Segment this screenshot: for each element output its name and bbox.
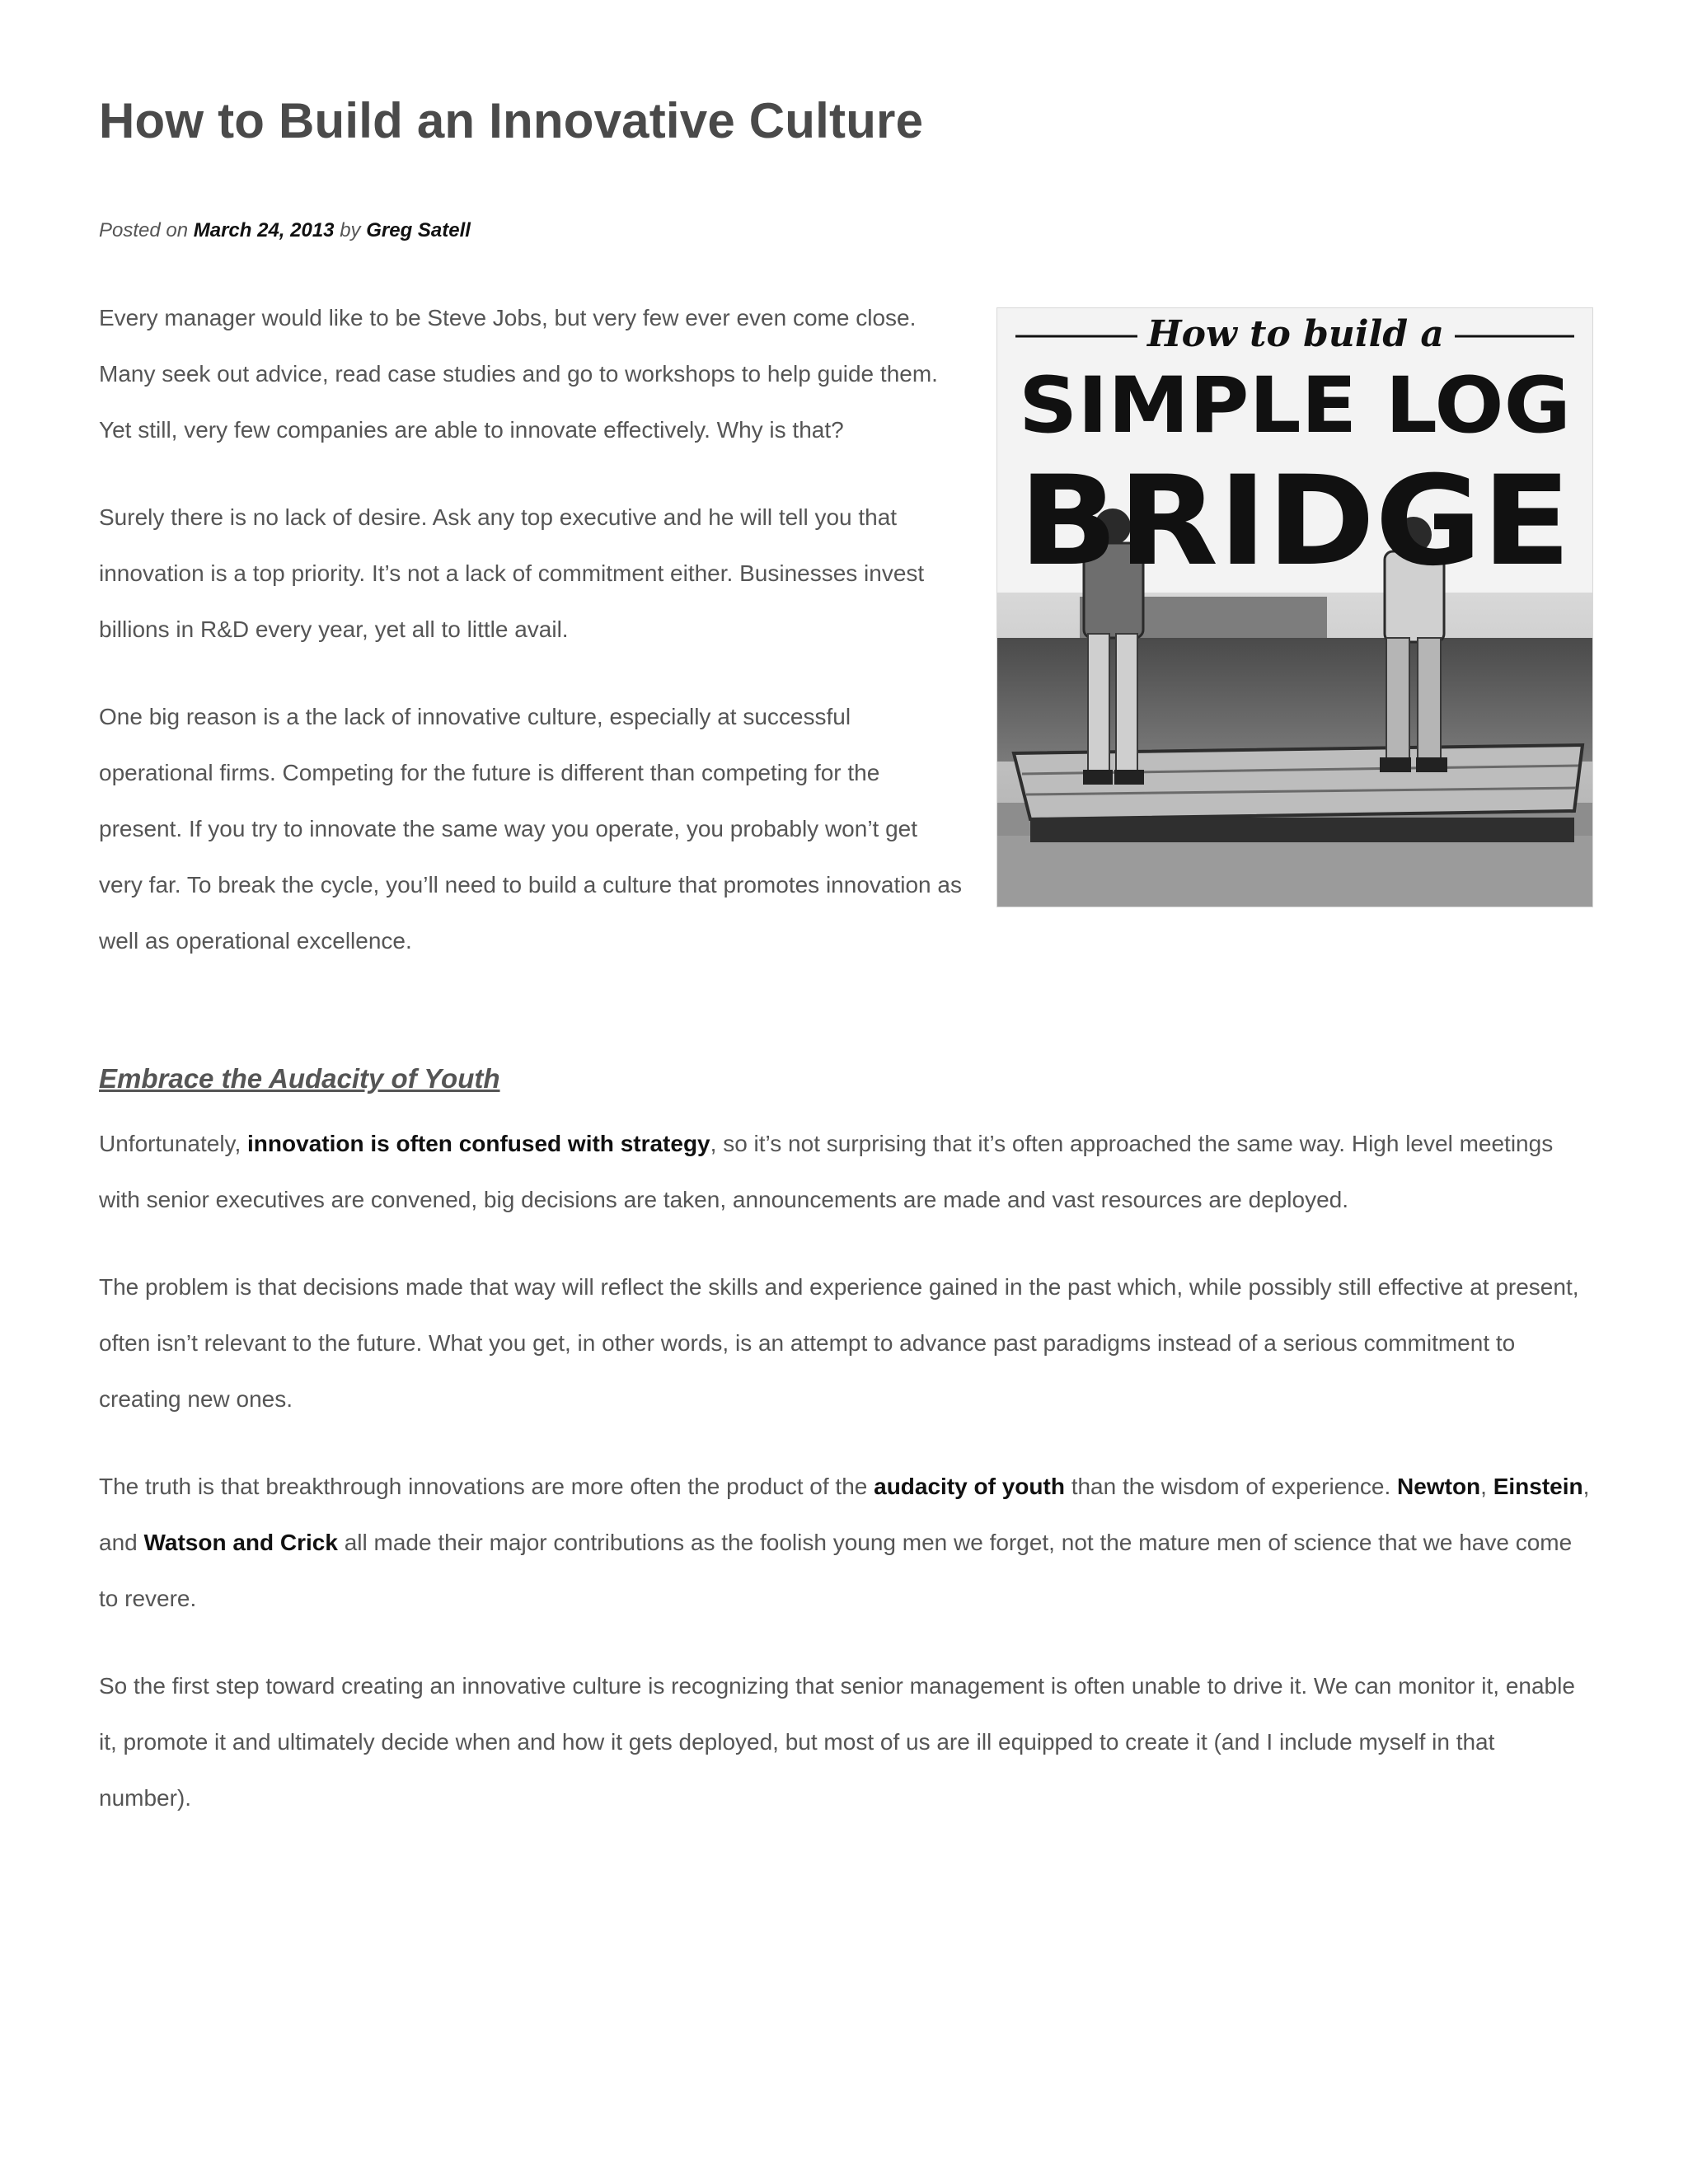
post-date-link[interactable]: March 24, 2013 bbox=[193, 219, 335, 241]
byline-prefix: Posted on bbox=[99, 219, 194, 241]
byline-by: by bbox=[334, 219, 367, 241]
einstein-link[interactable]: Einstein bbox=[1493, 1474, 1583, 1499]
log-bridge-image bbox=[997, 308, 1592, 907]
body-paragraph: The truth is that breakthrough innovations are more often the product of the audacity of youth than the wisdom of experience. Newton, Einstein, and Watson and Crick all made their major contributions as the foolish young men we forget, not the mature men of science that we have come to revere. bbox=[99, 1474, 1590, 1611]
image-caption-line3: BRIDGE bbox=[1019, 450, 1571, 593]
intro-text bbox=[99, 290, 964, 1001]
audacity-of-youth-link[interactable]: audacity of youth bbox=[874, 1474, 1065, 1499]
section-heading[interactable]: Embrace the Audacity of Youth bbox=[99, 1063, 500, 1094]
intro-paragraph: Every manager would like to be Steve Jobs, but very few ever even come close. Many seek out advice, read case studies and go to workshops to help guide them. Yet still, very few companies are able to innovate effectively. Why is that? bbox=[99, 305, 938, 443]
image-caption-line2: SIMPLE LOG bbox=[1019, 361, 1571, 451]
post-byline bbox=[99, 219, 471, 242]
newton-link[interactable]: Newton bbox=[1397, 1474, 1481, 1499]
intro-paragraph: Surely there is no lack of desire. Ask any top executive and he will tell you that innovation is a top priority. It’s not a lack of commitment either. Businesses invest billions in R&D every year, yet all to little avail. bbox=[99, 504, 925, 642]
intro-paragraph: One big reason is a the lack of innovative culture, especially at successful operational firms. Competing for the future is different than competing for the present. If you try to innovate the same way you operate, you probably won’t get very far. To break the cycle, you’ll need to build a culture that promotes innovation as well as operational excellence. bbox=[99, 704, 962, 954]
body-paragraph: So the first step toward creating an innovative culture is recognizing that senior management is often unable to drive it. We can monitor it, enable it, promote it and ultimately decide when and how it gets deployed, but most of us are ill equipped to create it (and I include myself in that number). bbox=[99, 1673, 1575, 1811]
body-paragraph: The problem is that decisions made that way will reflect the skills and experience gained in the past which, while possibly still effective at present, often isn’t relevant to the future. What you get, in other words, is an attempt to advance past paradigms instead of a serious commitment to creating new ones. bbox=[99, 1274, 1579, 1412]
image-caption-line1: How to build a bbox=[1147, 313, 1444, 355]
watson-crick-link[interactable]: Watson and Crick bbox=[143, 1530, 338, 1555]
strategy-link[interactable]: innovation is often confused with strategy bbox=[247, 1131, 710, 1156]
body-paragraph: Unfortunately, innovation is often confused with strategy, so it’s not surprising that it’s often approached the same way. High level meetings with senior executives are convened, big decisions are taken, announcements are made and vast resources are deployed. bbox=[99, 1131, 1554, 1212]
author-link[interactable]: Greg Satell bbox=[366, 219, 471, 241]
section-body bbox=[99, 1116, 1591, 1858]
article-title: How to Build an Innovative Culture bbox=[99, 93, 924, 148]
log-bridge-photo bbox=[997, 308, 1592, 907]
